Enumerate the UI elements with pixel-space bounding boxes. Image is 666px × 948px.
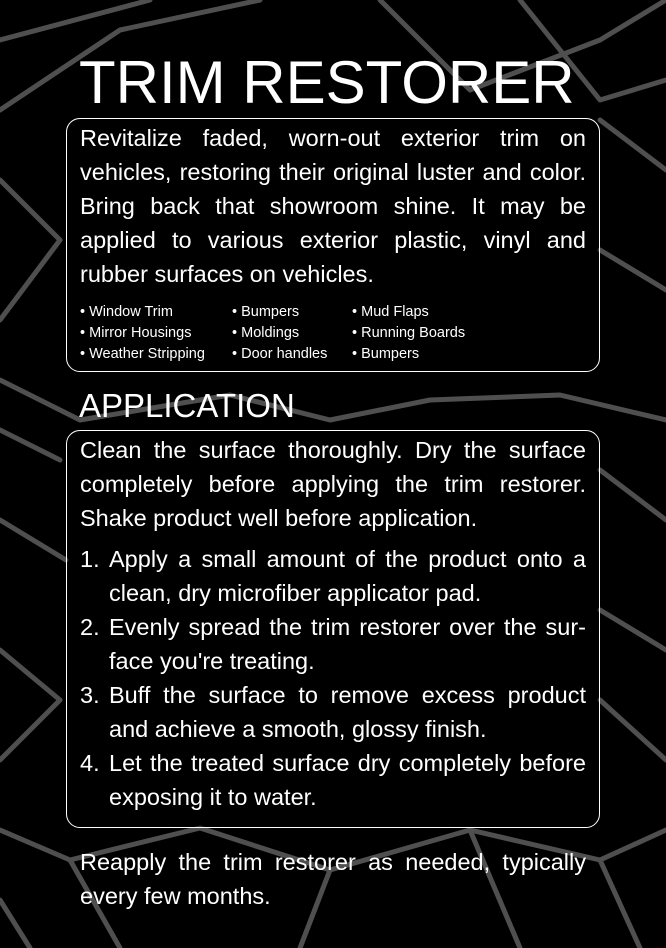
reapply-note: Reapply the trim restorer as needed, typically every few months. bbox=[80, 849, 586, 909]
surface-item: • Bumpers bbox=[232, 304, 300, 320]
surfaces-column-2 bbox=[232, 302, 327, 365]
description-text: Revitalize faded, worn-out exterior trim on vehicles, restoring their original luster and color. Bring back that showroom shine. It may be applied to various exterior plastic, vinyl and rubber surfaces on vehicles. bbox=[80, 125, 586, 287]
surface-item: • Weather Stripping bbox=[80, 346, 205, 362]
step-item: 3. Buff the surface to remove excess product and achieve a smooth, glossy finish. bbox=[80, 682, 586, 742]
application-text: Clean the surface thoroughly. Dry the surface completely before applying the trim restorer. Shake product well before application. bbox=[80, 437, 586, 531]
surface-item: • Bumpers bbox=[352, 346, 420, 362]
surface-item: • Running Boards bbox=[352, 325, 466, 341]
surface-item: • Moldings bbox=[232, 325, 300, 341]
surfaces-column-1 bbox=[80, 302, 205, 365]
surfaces-column-3 bbox=[352, 302, 465, 365]
step-item: 2. Evenly spread the trim restorer over the sur-face you're treating. bbox=[80, 614, 586, 674]
surface-item: • Mirror Housings bbox=[80, 325, 192, 341]
surface-item: • Door handles bbox=[232, 346, 328, 362]
step-item: 4. Let the treated surface dry completely before exposing it to water. bbox=[80, 750, 586, 810]
application-heading: APPLICATION bbox=[79, 387, 295, 424]
application-steps bbox=[80, 542, 586, 814]
surface-item: • Window Trim bbox=[80, 304, 173, 320]
surface-item: • Mud Flaps bbox=[352, 304, 429, 320]
page-title: TRIM RESTORER bbox=[79, 49, 575, 116]
step-item: 1. Apply a small amount of the product onto a clean, dry microfiber applicator pad. bbox=[80, 546, 586, 606]
